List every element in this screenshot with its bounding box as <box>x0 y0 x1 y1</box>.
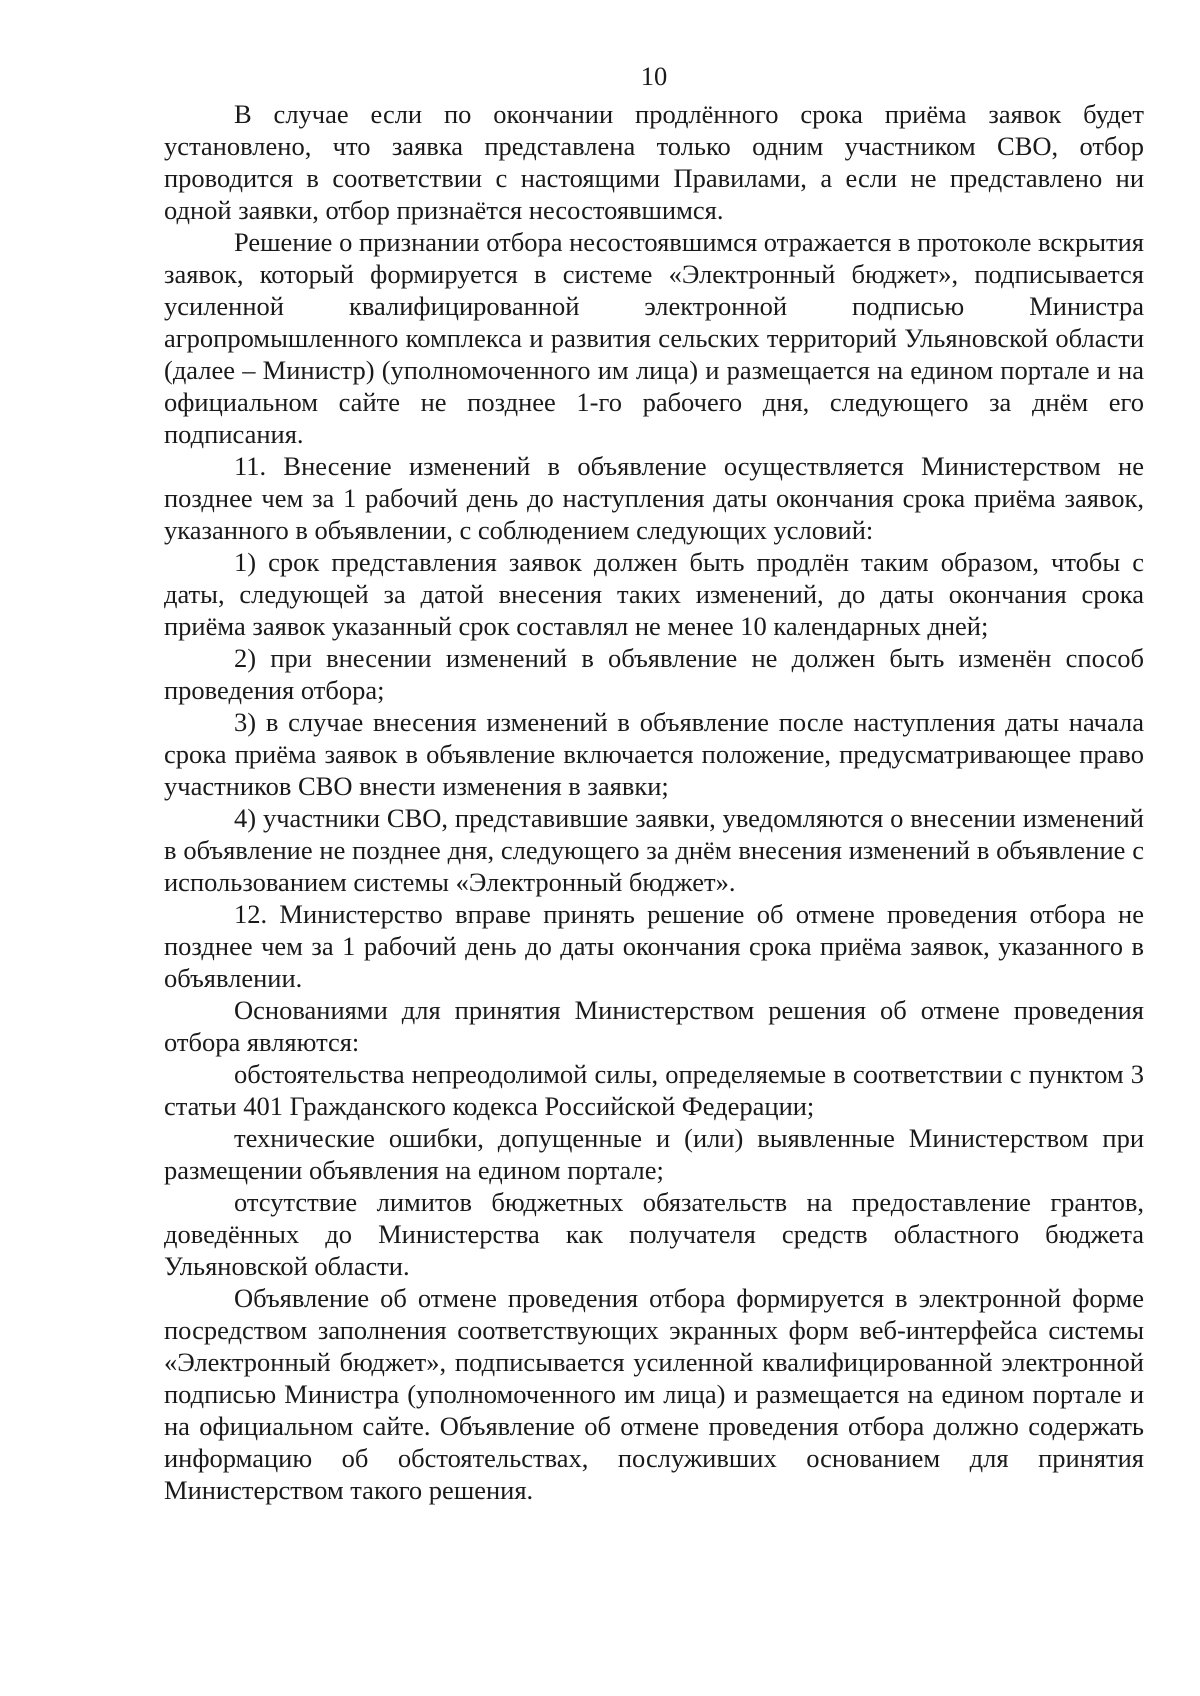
page-number: 10 <box>640 61 668 91</box>
paragraph-ground-budget-limits: отсутствие лимитов бюджетных обязательств на предоставление грантов, доведённых до Министерства как получателя средств областного бюджета Ульяновской области. <box>164 1187 1144 1281</box>
paragraph-cancellation-announcement: Объявление об отмене проведения отбора формируется в электронной форме посредством заполнения соответствующих экранных форм веб-интерфейса системы «Электронный бюджет», подписывается усиленной квалифицированной электронной подписью Министра (уполномоченного им лица) и размещается на едином портале и на официальном сайте. Объявление об отмене проведения отбора должно содержать информацию об обстоятельствах, послуживших основанием для принятия Министерством такого решения. <box>164 1283 1144 1505</box>
paragraph-ground-technical-errors: технические ошибки, допущенные и (или) выявленные Министерством при размещении объявления на едином портале; <box>164 1123 1144 1185</box>
paragraph-condition-2: 2) при внесении изменений в объявление не должен быть изменён способ проведения отбора; <box>164 643 1144 705</box>
paragraph-decision-protocol: Решение о признании отбора несостоявшимся отражается в протоколе вскрытия заявок, который формируется в системе «Электронный бюджет», подписывается усиленной квалифицированной электронной подписью Министра агропромышленного комплекса и развития сельских территорий Ульяновской области (далее – Министр) (уполномоченного им лица) и размещается на едином портале и на официальном сайте не позднее 1-го рабочего дня, следующего за днём его подписания. <box>164 227 1144 449</box>
paragraph-condition-3: 3) в случае внесения изменений в объявление после наступления даты начала срока приёма заявок в объявление включается положение, предусматривающее право участников СВО внести изменения в заявки; <box>164 707 1144 801</box>
paragraph-11-amendments: 11. Внесение изменений в объявление осуществляется Министерством не позднее чем за 1 рабочий день до наступления даты окончания срока приёма заявок, указанного в объявлении, с соблюдением следующих условий: <box>164 451 1144 545</box>
paragraph-condition-1: 1) срок представления заявок должен быть продлён таким образом, чтобы с даты, следующей за датой внесения таких изменений, до даты окончания срока приёма заявок указанный срок составлял не менее 10 календарных дней; <box>164 547 1144 641</box>
paragraph-12-cancellation: 12. Министерство вправе принять решение об отмене проведения отбора не позднее чем за 1 рабочий день до даты окончания срока приёма заявок, указанного в объявлении. <box>164 899 1144 993</box>
document-page <box>164 60 1144 1506</box>
paragraph-cancellation-grounds: Основаниями для принятия Министерством решения об отмене проведения отбора являются: <box>164 995 1144 1057</box>
paragraph-ground-force-majeure: обстоятельства непреодолимой силы, определяемые в соответствии с пунктом 3 статьи 401 Гражданского кодекса Российской Федерации; <box>164 1059 1144 1121</box>
paragraph-condition-4: 4) участники СВО, представившие заявки, уведомляются о внесении изменений в объявление не позднее дня, следующего за днём внесения изменений в объявление с использованием системы «Электронный бюджет». <box>164 803 1144 897</box>
paragraph-unsuccessful-selection: В случае если по окончании продлённого срока приёма заявок будет установлено, что заявка представлена только одним участником СВО, отбор проводится в соответствии с настоящими Правилами, а если не представлено ни одной заявки, отбор признаётся несостоявшимся. <box>164 99 1144 225</box>
